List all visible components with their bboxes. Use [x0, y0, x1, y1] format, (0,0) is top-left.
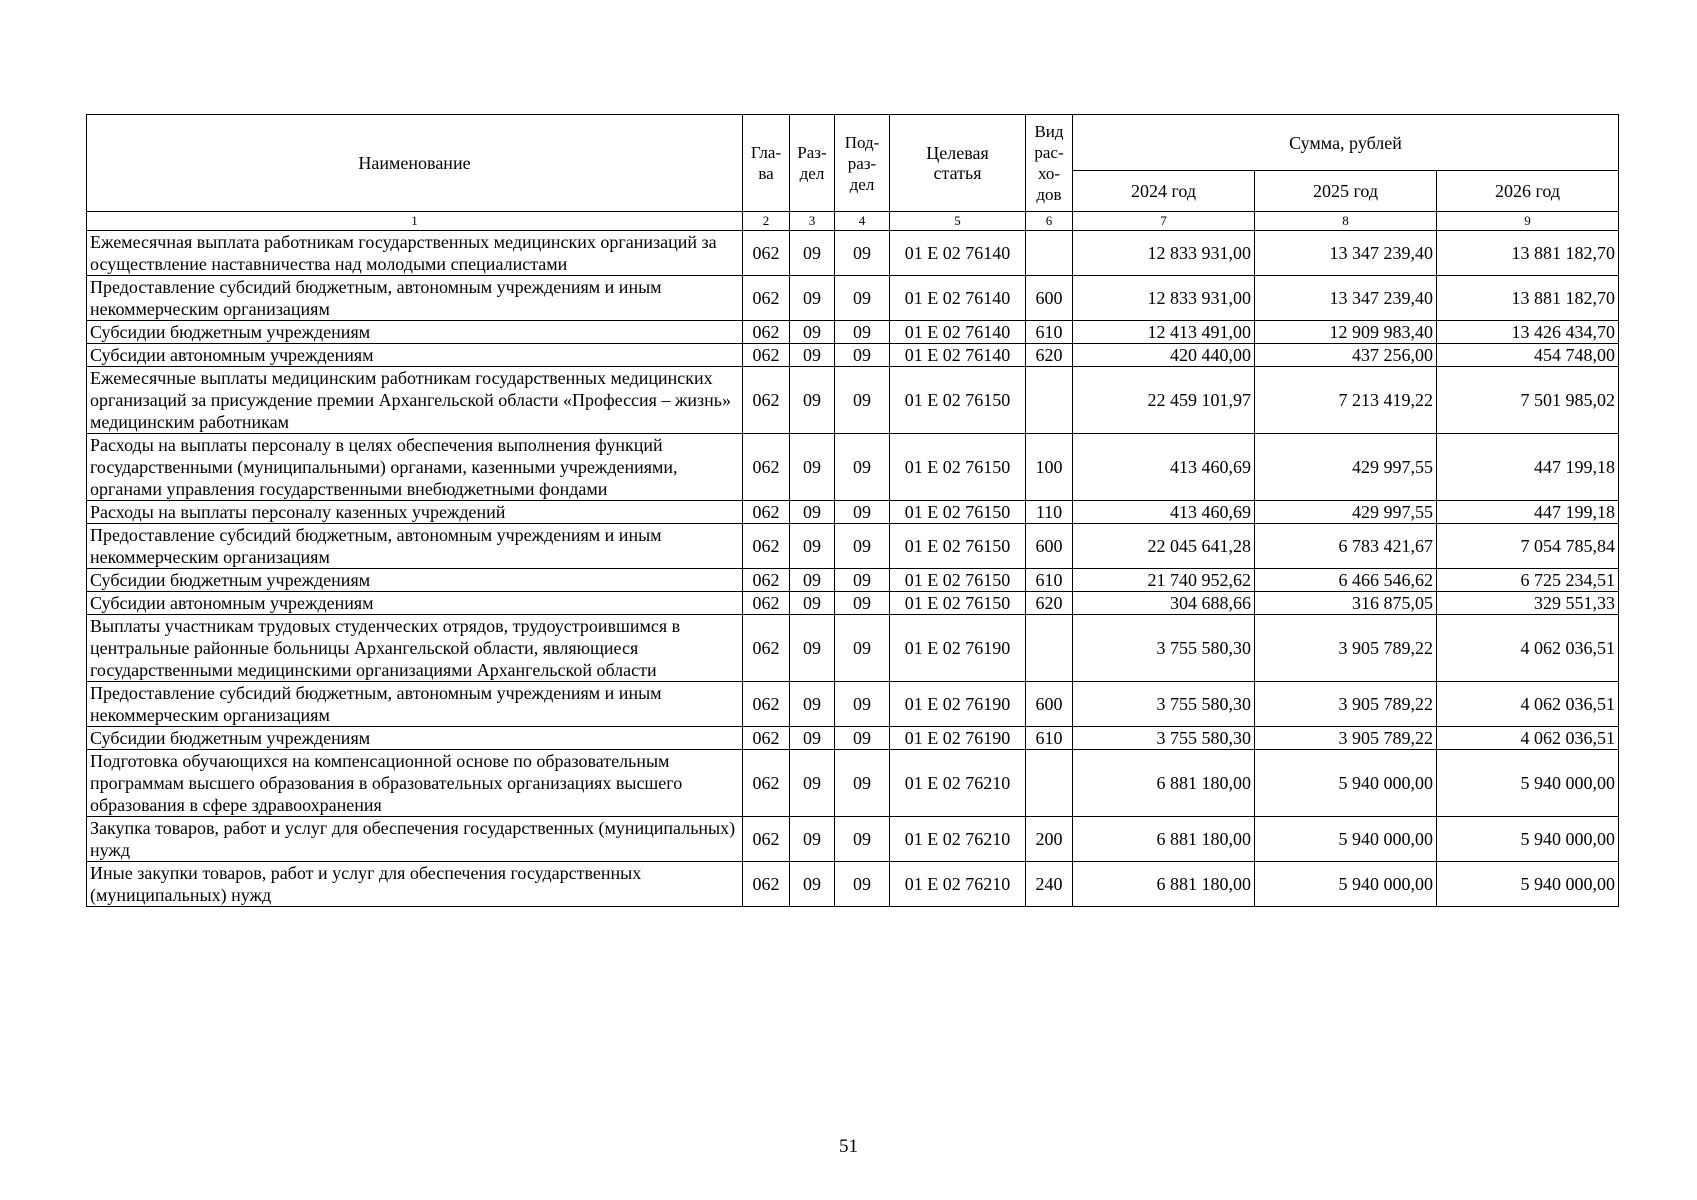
table-row	[87, 682, 1619, 727]
row-name: Иные закупки товаров, работ и услуг для обеспечения государственных (муниципальных) нужд	[87, 862, 743, 907]
row-expense-type: 600	[1026, 524, 1073, 569]
row-podrazdel: 09	[835, 615, 890, 682]
column-number: 6	[1026, 212, 1073, 231]
row-target-article: 01 Е 02 76140	[890, 276, 1026, 321]
table-row	[87, 524, 1619, 569]
row-podrazdel: 09	[835, 524, 890, 569]
table-row	[87, 344, 1619, 367]
row-podrazdel: 09	[835, 276, 890, 321]
row-expense-type: 110	[1026, 501, 1073, 524]
row-sum-2025: 6 783 421,67	[1255, 524, 1437, 569]
row-podrazdel: 09	[835, 501, 890, 524]
row-razdel: 09	[790, 434, 835, 501]
row-sum-2025: 6 466 546,62	[1255, 569, 1437, 592]
row-glava: 062	[743, 501, 790, 524]
row-glava: 062	[743, 367, 790, 434]
row-glava: 062	[743, 727, 790, 750]
row-sum-2026: 4 062 036,51	[1437, 615, 1619, 682]
budget-table	[86, 114, 1619, 907]
row-glava: 062	[743, 750, 790, 817]
row-sum-2025: 5 940 000,00	[1255, 817, 1437, 862]
row-podrazdel: 09	[835, 321, 890, 344]
row-sum-2024: 12 833 931,00	[1073, 276, 1255, 321]
row-expense-type: 200	[1026, 817, 1073, 862]
row-razdel: 09	[790, 682, 835, 727]
row-glava: 062	[743, 231, 790, 276]
row-razdel: 09	[790, 321, 835, 344]
row-name: Предоставление субсидий бюджетным, автономным учреждениям и иным некоммерческим организациям	[87, 682, 743, 727]
row-name: Расходы на выплаты персоналу в целях обеспечения выполнения функций государственными (муниципальными) органами, казенными учреждениями, органами управления государственными внебюджетными фондами	[87, 434, 743, 501]
row-sum-2026: 329 551,33	[1437, 592, 1619, 615]
row-sum-2024: 6 881 180,00	[1073, 862, 1255, 907]
column-numbers-row	[87, 212, 1619, 231]
row-target-article: 01 Е 02 76190	[890, 727, 1026, 750]
row-sum-2024: 413 460,69	[1073, 434, 1255, 501]
column-number: 5	[890, 212, 1026, 231]
row-glava: 062	[743, 344, 790, 367]
row-target-article: 01 Е 02 76210	[890, 817, 1026, 862]
header-sum: Сумма, рублей	[1073, 115, 1619, 171]
header-glava: Гла- ва	[743, 115, 790, 212]
table-row	[87, 727, 1619, 750]
table-row	[87, 434, 1619, 501]
row-sum-2026: 5 940 000,00	[1437, 817, 1619, 862]
row-target-article: 01 Е 02 76190	[890, 615, 1026, 682]
table-row	[87, 321, 1619, 344]
row-sum-2026: 13 881 182,70	[1437, 276, 1619, 321]
table-body	[87, 231, 1619, 907]
row-target-article: 01 Е 02 76140	[890, 344, 1026, 367]
row-target-article: 01 Е 02 76150	[890, 524, 1026, 569]
column-number: 2	[743, 212, 790, 231]
table-row	[87, 862, 1619, 907]
row-glava: 062	[743, 615, 790, 682]
table-row	[87, 231, 1619, 276]
row-sum-2026: 454 748,00	[1437, 344, 1619, 367]
row-sum-2025: 7 213 419,22	[1255, 367, 1437, 434]
row-name: Ежемесячная выплата работникам государственных медицинских организаций за осуществление наставничества над молодыми специалистами	[87, 231, 743, 276]
row-sum-2025: 3 905 789,22	[1255, 615, 1437, 682]
row-sum-2024: 304 688,66	[1073, 592, 1255, 615]
row-sum-2025: 3 905 789,22	[1255, 727, 1437, 750]
row-name: Расходы на выплаты персоналу казенных учреждений	[87, 501, 743, 524]
row-podrazdel: 09	[835, 817, 890, 862]
row-sum-2026: 5 940 000,00	[1437, 862, 1619, 907]
row-name: Субсидии автономным учреждениям	[87, 592, 743, 615]
row-podrazdel: 09	[835, 231, 890, 276]
table-row	[87, 615, 1619, 682]
row-expense-type	[1026, 615, 1073, 682]
row-expense-type: 620	[1026, 592, 1073, 615]
row-sum-2025: 5 940 000,00	[1255, 750, 1437, 817]
row-razdel: 09	[790, 231, 835, 276]
header-name: Наименование	[87, 115, 743, 212]
row-glava: 062	[743, 434, 790, 501]
column-number: 7	[1073, 212, 1255, 231]
row-sum-2026: 13 881 182,70	[1437, 231, 1619, 276]
row-name: Выплаты участникам трудовых студенческих отрядов, трудоустроившимся в центральные районные больницы Архангельской области, являющиеся государственными медицинскими организациями Архангельской области	[87, 615, 743, 682]
row-sum-2024: 22 459 101,97	[1073, 367, 1255, 434]
row-sum-2025: 429 997,55	[1255, 434, 1437, 501]
row-glava: 062	[743, 524, 790, 569]
row-expense-type: 610	[1026, 321, 1073, 344]
row-glava: 062	[743, 682, 790, 727]
table-row	[87, 817, 1619, 862]
row-podrazdel: 09	[835, 862, 890, 907]
row-podrazdel: 09	[835, 750, 890, 817]
row-target-article: 01 Е 02 76150	[890, 367, 1026, 434]
row-razdel: 09	[790, 817, 835, 862]
row-sum-2026: 6 725 234,51	[1437, 569, 1619, 592]
row-razdel: 09	[790, 615, 835, 682]
row-expense-type: 620	[1026, 344, 1073, 367]
row-podrazdel: 09	[835, 727, 890, 750]
column-number: 3	[790, 212, 835, 231]
row-sum-2025: 437 256,00	[1255, 344, 1437, 367]
page-number: 51	[839, 1136, 858, 1157]
row-glava: 062	[743, 276, 790, 321]
row-name: Закупка товаров, работ и услуг для обеспечения государственных (муниципальных) нужд	[87, 817, 743, 862]
row-sum-2025: 316 875,05	[1255, 592, 1437, 615]
row-glava: 062	[743, 569, 790, 592]
row-expense-type: 610	[1026, 727, 1073, 750]
row-razdel: 09	[790, 569, 835, 592]
row-glava: 062	[743, 592, 790, 615]
header-razdel: Раз- дел	[790, 115, 835, 212]
header-year-2025: 2025 год	[1255, 171, 1437, 212]
row-name: Предоставление субсидий бюджетным, автономным учреждениям и иным некоммерческим организациям	[87, 524, 743, 569]
row-name: Субсидии бюджетным учреждениям	[87, 569, 743, 592]
table-row	[87, 276, 1619, 321]
row-sum-2024: 12 833 931,00	[1073, 231, 1255, 276]
row-sum-2024: 413 460,69	[1073, 501, 1255, 524]
row-razdel: 09	[790, 727, 835, 750]
row-target-article: 01 Е 02 76150	[890, 501, 1026, 524]
row-sum-2026: 13 426 434,70	[1437, 321, 1619, 344]
table-row	[87, 592, 1619, 615]
row-target-article: 01 Е 02 76150	[890, 434, 1026, 501]
column-number: 1	[87, 212, 743, 231]
row-name: Предоставление субсидий бюджетным, автономным учреждениям и иным некоммерческим организациям	[87, 276, 743, 321]
row-sum-2026: 447 199,18	[1437, 434, 1619, 501]
table-row	[87, 569, 1619, 592]
row-sum-2024: 6 881 180,00	[1073, 750, 1255, 817]
row-sum-2026: 7 501 985,02	[1437, 367, 1619, 434]
row-expense-type	[1026, 231, 1073, 276]
row-sum-2024: 12 413 491,00	[1073, 321, 1255, 344]
row-expense-type: 600	[1026, 276, 1073, 321]
row-expense-type: 610	[1026, 569, 1073, 592]
row-expense-type: 240	[1026, 862, 1073, 907]
row-podrazdel: 09	[835, 592, 890, 615]
row-sum-2024: 21 740 952,62	[1073, 569, 1255, 592]
row-sum-2026: 5 940 000,00	[1437, 750, 1619, 817]
row-target-article: 01 Е 02 76140	[890, 321, 1026, 344]
row-expense-type: 100	[1026, 434, 1073, 501]
row-sum-2024: 3 755 580,30	[1073, 682, 1255, 727]
header-expense-type: Вид рас- хо- дов	[1026, 115, 1073, 212]
row-sum-2024: 22 045 641,28	[1073, 524, 1255, 569]
row-glava: 062	[743, 862, 790, 907]
row-razdel: 09	[790, 501, 835, 524]
row-razdel: 09	[790, 592, 835, 615]
row-glava: 062	[743, 321, 790, 344]
row-razdel: 09	[790, 367, 835, 434]
header-year-2024: 2024 год	[1073, 171, 1255, 212]
row-razdel: 09	[790, 344, 835, 367]
row-sum-2026: 4 062 036,51	[1437, 727, 1619, 750]
header-target-article: Целевая статья	[890, 115, 1026, 212]
table-row	[87, 750, 1619, 817]
row-sum-2025: 429 997,55	[1255, 501, 1437, 524]
budget-table-container	[86, 114, 1619, 907]
row-podrazdel: 09	[835, 344, 890, 367]
row-podrazdel: 09	[835, 682, 890, 727]
row-podrazdel: 09	[835, 367, 890, 434]
row-sum-2025: 13 347 239,40	[1255, 276, 1437, 321]
row-podrazdel: 09	[835, 434, 890, 501]
column-number: 4	[835, 212, 890, 231]
row-glava: 062	[743, 817, 790, 862]
row-expense-type	[1026, 367, 1073, 434]
row-sum-2025: 13 347 239,40	[1255, 231, 1437, 276]
table-row	[87, 501, 1619, 524]
row-name: Субсидии бюджетным учреждениям	[87, 727, 743, 750]
row-name: Ежемесячные выплаты медицинским работникам государственных медицинских организаций за присуждение премии Архангельской области «Профессия – жизнь» медицинским работникам	[87, 367, 743, 434]
row-sum-2024: 6 881 180,00	[1073, 817, 1255, 862]
row-sum-2024: 420 440,00	[1073, 344, 1255, 367]
header-podrazdel: Под- раз- дел	[835, 115, 890, 212]
row-target-article: 01 Е 02 76190	[890, 682, 1026, 727]
row-sum-2026: 447 199,18	[1437, 501, 1619, 524]
row-razdel: 09	[790, 276, 835, 321]
row-name: Субсидии автономным учреждениям	[87, 344, 743, 367]
row-expense-type: 600	[1026, 682, 1073, 727]
column-number: 8	[1255, 212, 1437, 231]
row-target-article: 01 Е 02 76210	[890, 750, 1026, 817]
table-header	[87, 115, 1619, 231]
column-number: 9	[1437, 212, 1619, 231]
row-target-article: 01 Е 02 76140	[890, 231, 1026, 276]
row-razdel: 09	[790, 862, 835, 907]
row-sum-2024: 3 755 580,30	[1073, 615, 1255, 682]
row-razdel: 09	[790, 750, 835, 817]
row-expense-type	[1026, 750, 1073, 817]
row-podrazdel: 09	[835, 569, 890, 592]
row-target-article: 01 Е 02 76150	[890, 592, 1026, 615]
row-name: Субсидии бюджетным учреждениям	[87, 321, 743, 344]
row-sum-2024: 3 755 580,30	[1073, 727, 1255, 750]
row-sum-2025: 5 940 000,00	[1255, 862, 1437, 907]
header-year-2026: 2026 год	[1437, 171, 1619, 212]
row-sum-2025: 12 909 983,40	[1255, 321, 1437, 344]
row-target-article: 01 Е 02 76210	[890, 862, 1026, 907]
row-sum-2026: 4 062 036,51	[1437, 682, 1619, 727]
row-name: Подготовка обучающихся на компенсационной основе по образовательным программам высшего образования в образовательных организациях высшего образования в сфере здравоохранения	[87, 750, 743, 817]
row-sum-2025: 3 905 789,22	[1255, 682, 1437, 727]
row-sum-2026: 7 054 785,84	[1437, 524, 1619, 569]
row-razdel: 09	[790, 524, 835, 569]
row-target-article: 01 Е 02 76150	[890, 569, 1026, 592]
table-row	[87, 367, 1619, 434]
